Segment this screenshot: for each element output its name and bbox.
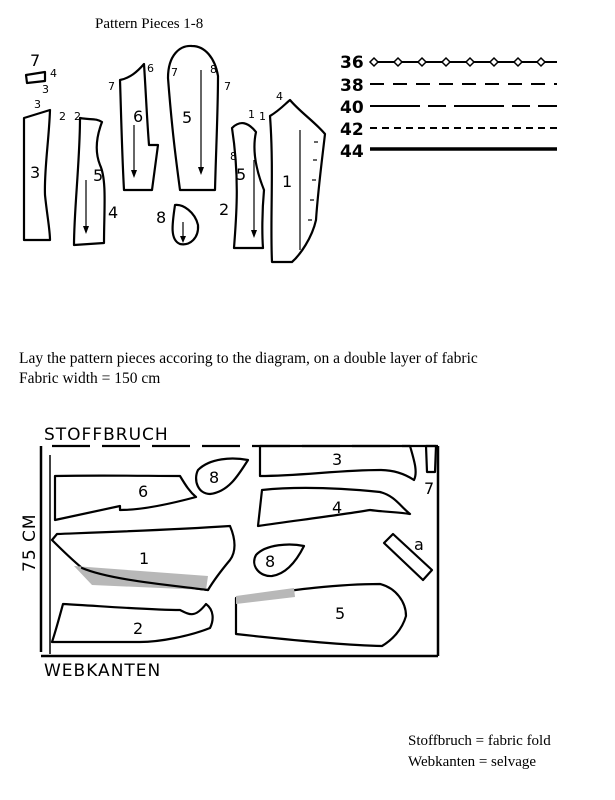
label-7: 7	[30, 51, 41, 70]
label-5b: 5	[236, 165, 247, 184]
piece-label-4: 4	[108, 203, 119, 222]
label-5: 5	[93, 166, 104, 185]
layout-label-2: 2	[133, 619, 144, 638]
piece-label-1: 1	[282, 172, 293, 191]
layout-piece-6	[55, 476, 196, 520]
piece-label-6: 6	[133, 107, 144, 126]
label-8b: 8	[230, 150, 237, 163]
piece-label-2: 2	[219, 200, 230, 219]
size-legend	[340, 53, 557, 162]
piece-label-5: 5	[182, 108, 193, 127]
label-1: 1	[248, 108, 255, 121]
layout-piece-a	[384, 534, 432, 580]
layout-piece-4	[258, 488, 410, 526]
layout-label-6: 6	[138, 482, 149, 501]
label-3: 3	[42, 83, 49, 96]
size-44: 44	[340, 142, 364, 162]
layout-label-8a: 8	[209, 468, 220, 487]
selvage-legend: Webkanten = selvage	[408, 754, 537, 770]
piece-label-8: 8	[156, 208, 167, 227]
label-6: 6	[147, 62, 154, 75]
layout-piece-1	[52, 526, 235, 590]
label-1b: 1	[259, 110, 266, 123]
pattern-piece-5-top	[168, 46, 231, 190]
fold-label: STOFFBRUCH	[44, 425, 169, 445]
pattern-piece-6-top	[108, 62, 158, 190]
size-42: 42	[340, 120, 364, 140]
label-3b: 3	[34, 98, 41, 111]
layout-piece-8b	[254, 545, 304, 577]
label-4: 4	[50, 67, 57, 80]
label-2b: 2	[74, 110, 81, 123]
pattern-piece-1-top	[259, 90, 325, 262]
fabric-width-text: Fabric width = 150 cm	[19, 370, 161, 387]
layout-piece-8a	[196, 459, 248, 494]
height-label: 75 CM	[20, 513, 40, 572]
layout-label-5: 5	[335, 604, 346, 623]
layout-label-4: 4	[332, 498, 343, 517]
pattern-piece-7-top	[26, 51, 57, 96]
label-2: 2	[59, 110, 66, 123]
layout-piece-3	[260, 446, 416, 480]
size-36: 36	[340, 53, 364, 73]
pattern-piece-8-top	[156, 205, 198, 244]
instruction-text: Lay the pattern pieces accoring to the diagram, on a double layer of fabric	[19, 350, 478, 367]
size-40: 40	[340, 98, 364, 118]
pattern-piece-2-top	[219, 108, 264, 248]
label-8: 8	[210, 63, 217, 76]
label-4b: 4	[276, 90, 283, 103]
layout-piece-7	[424, 446, 436, 498]
label-7b: 7	[108, 80, 115, 93]
layout-label-1: 1	[139, 549, 150, 568]
layout-label-a: a	[414, 535, 424, 554]
shaded-area-1	[74, 566, 208, 590]
layout-piece-5	[236, 584, 406, 646]
shaded-area-5	[236, 588, 295, 604]
layout-label-3: 3	[332, 450, 343, 469]
label-7c: 7	[224, 80, 231, 93]
piece-label-3: 3	[30, 163, 41, 182]
layout-label-7: 7	[424, 479, 435, 498]
size-38: 38	[340, 76, 364, 96]
page-title: Pattern Pieces 1-8	[95, 16, 204, 32]
layout-piece-2	[52, 604, 213, 642]
layout-label-8b: 8	[265, 552, 276, 571]
fold-legend: Stoffbruch = fabric fold	[408, 733, 551, 749]
selvage-label: WEBKANTEN	[44, 661, 162, 681]
pattern-piece-4-top	[74, 110, 118, 245]
label-6b: 7	[171, 66, 178, 79]
pattern-piece-3-top	[24, 98, 66, 240]
